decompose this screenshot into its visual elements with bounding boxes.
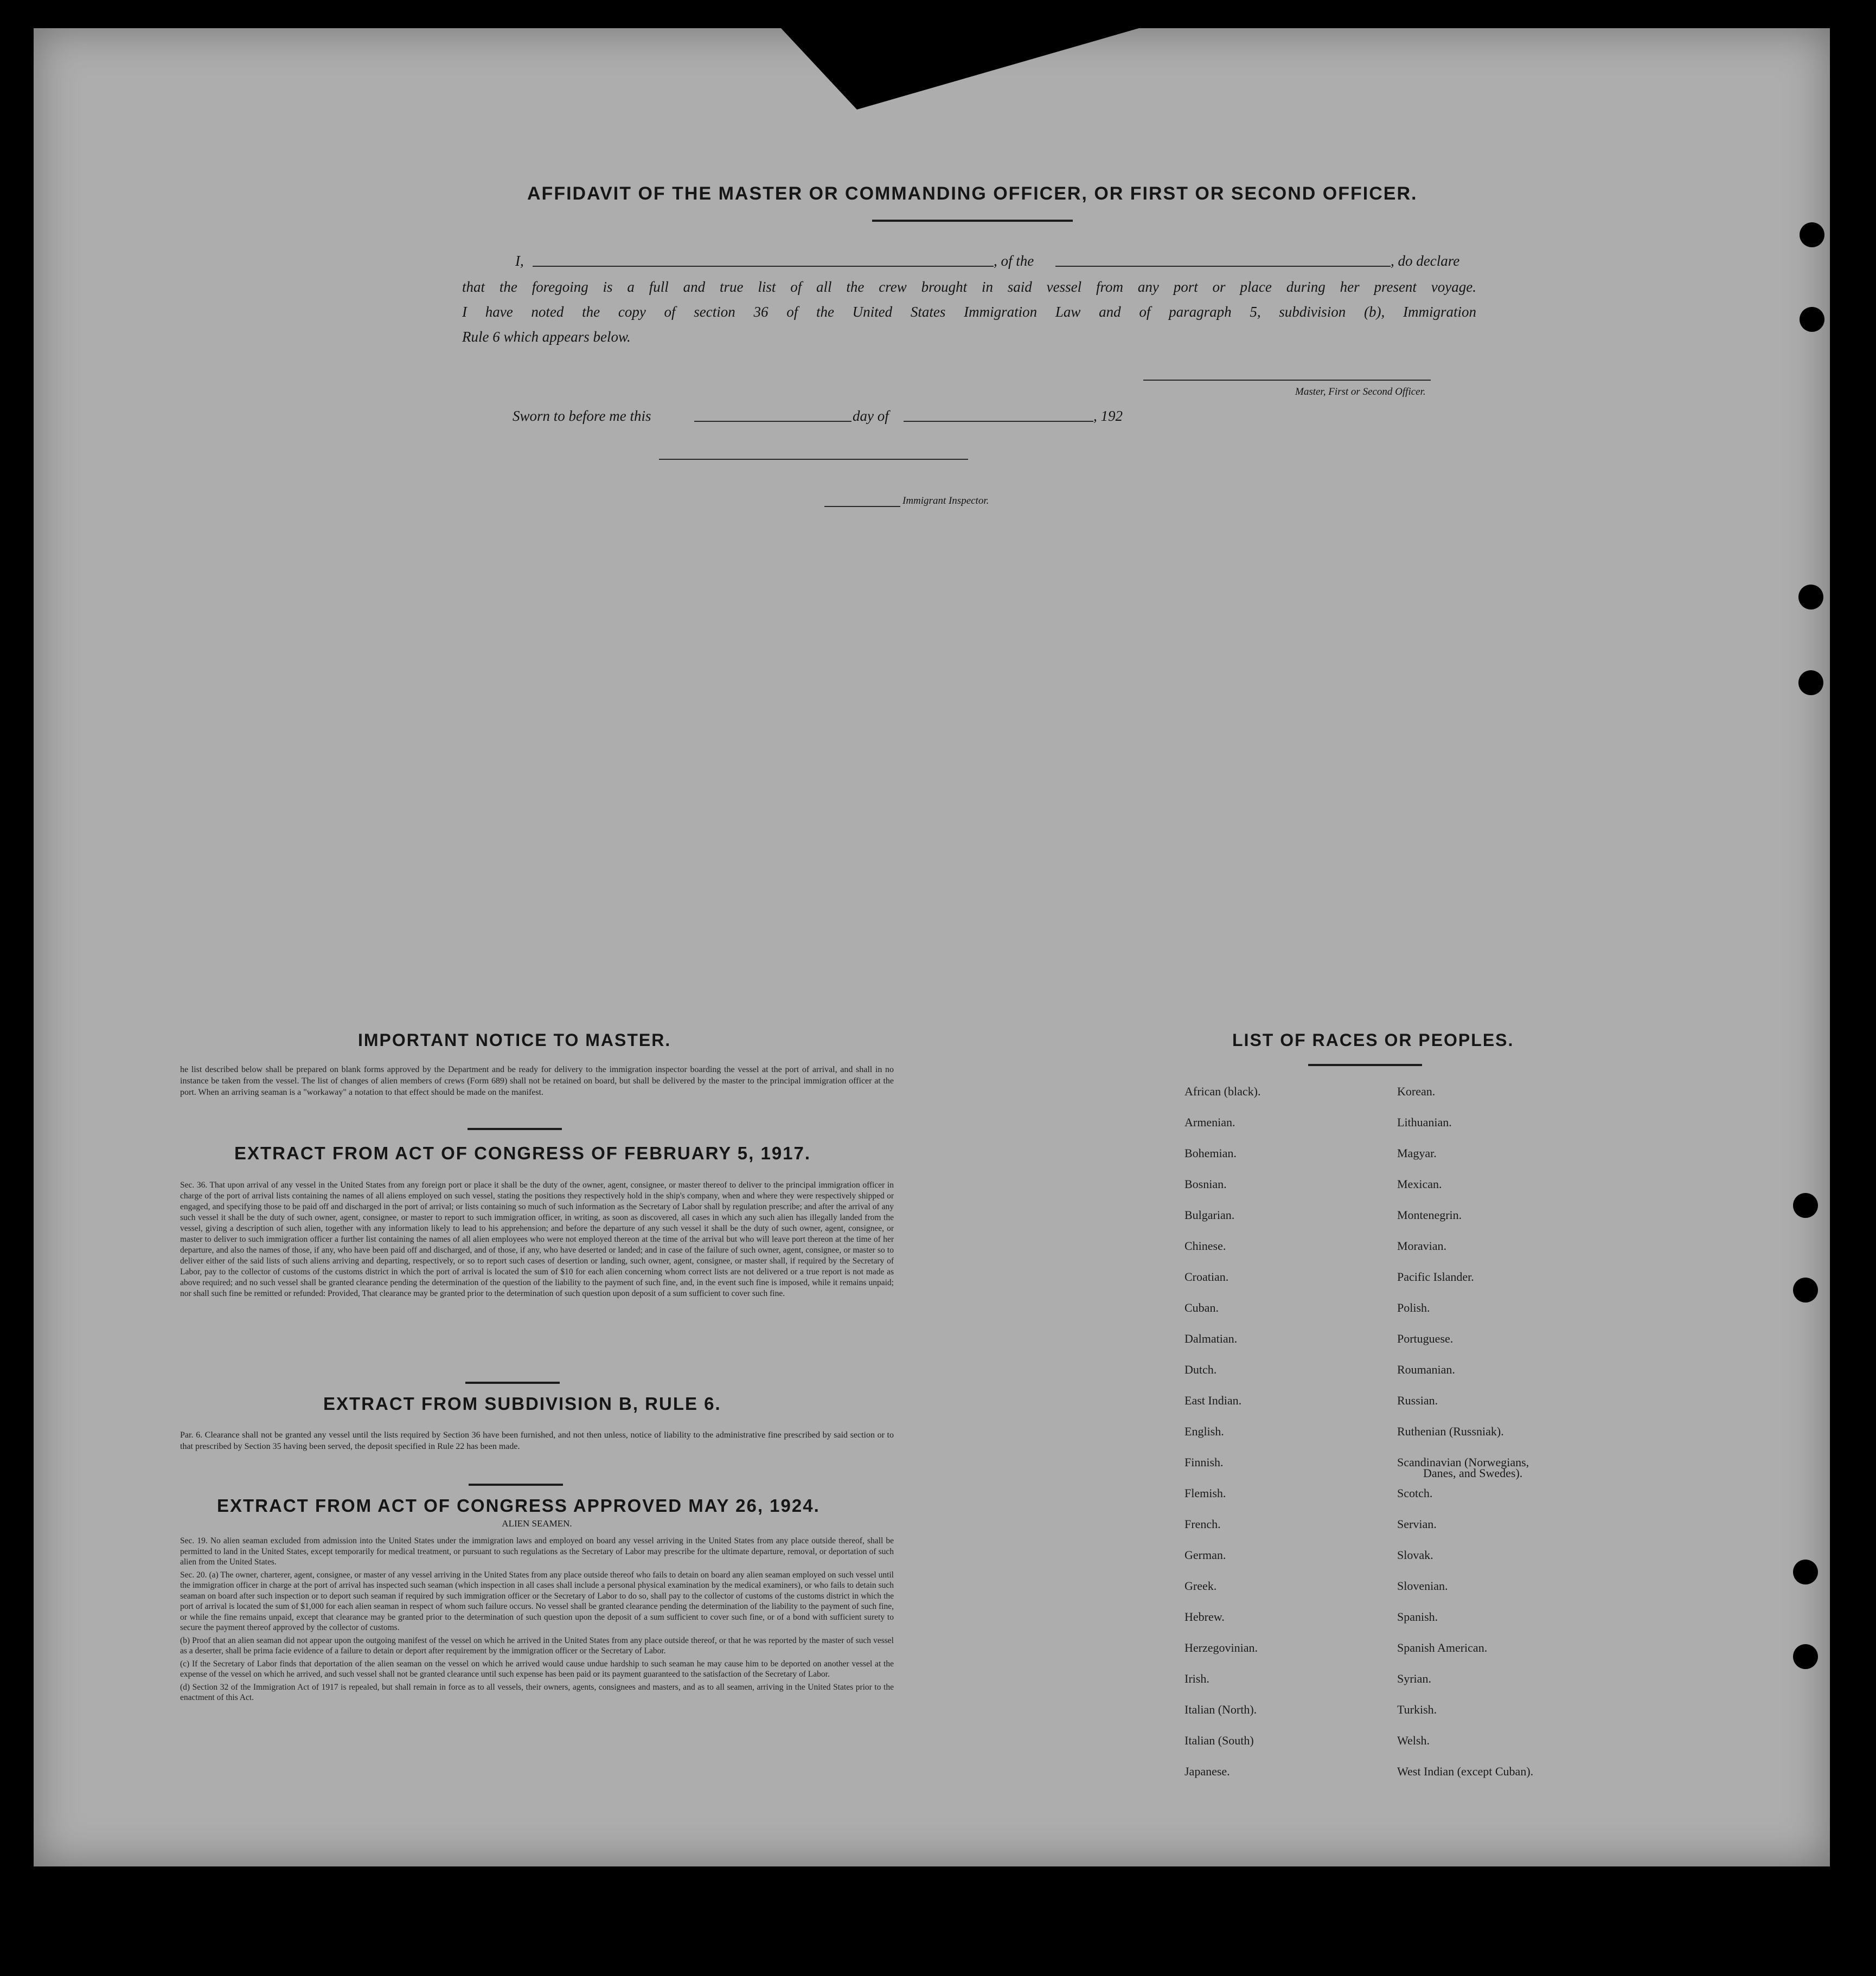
affidavit-title: AFFIDAVIT OF THE MASTER OR COMMANDING OFFICER, OR FIRST OR SECOND OFFICER.: [527, 183, 1418, 204]
extract-1924-subtitle: ALIEN SEAMEN.: [502, 1518, 572, 1529]
race-label: Hebrew.: [1184, 1610, 1225, 1624]
day-of-label: day of: [853, 408, 889, 424]
race-label: Mexican.: [1397, 1177, 1442, 1191]
race-label: Greek.: [1184, 1579, 1217, 1593]
race-label: Roumanian.: [1397, 1363, 1455, 1376]
race-label: Montenegrin.: [1397, 1208, 1462, 1222]
race-item: [1184, 1423, 1412, 1454]
race-label: Turkish.: [1397, 1703, 1437, 1716]
binder-hole: [1800, 307, 1824, 332]
affidavit-line-3: I have noted the copy of section 36 of the United States Immigration Law and of paragraph 5, subdivision (b), Immigration: [462, 304, 1476, 320]
binder-hole: [1793, 1193, 1818, 1218]
race-item: [1184, 1671, 1412, 1702]
race-label: African (black).: [1184, 1085, 1261, 1098]
race-label: Russian.: [1397, 1394, 1438, 1407]
race-label: Armenian.: [1184, 1115, 1235, 1129]
master-caption: Master, First or Second Officer.: [1295, 386, 1426, 397]
race-label: West Indian (except Cuban).: [1397, 1765, 1534, 1778]
race-label: Welsh.: [1397, 1734, 1430, 1747]
race-item: [1184, 1083, 1412, 1114]
sec-20b: (b) Proof that an alien seaman did not appear upon the outgoing manifest of the vessel on which he arrived in the United States from any place outside thereof, or that he was reported by the master of such vessel as a deserter, shall be prima facie evidence of a failure to detain or deport after requirement by the immigration officer or the Secretary of Labor.: [180, 1635, 894, 1656]
race-label: Dalmatian.: [1184, 1332, 1238, 1345]
race-label: French.: [1184, 1517, 1221, 1531]
race-label: Korean.: [1397, 1085, 1436, 1098]
affidavit-do-declare: , do declare: [1391, 253, 1460, 269]
race-label: Ruthenian (Russniak).: [1397, 1425, 1504, 1438]
binder-hole: [1793, 1278, 1818, 1303]
race-item: [1397, 1238, 1701, 1269]
race-item: [1397, 1454, 1701, 1485]
race-label: Polish.: [1397, 1301, 1430, 1314]
race-item: [1397, 1671, 1701, 1702]
rule6-rule: [469, 1484, 563, 1486]
sec-20d: (d) Section 32 of the Immigration Act of 1917 is repealed, but shall remain in force as to all vessels, their owners, agents, consignees and masters, and as to all seamen, arriving in the United States prior to the enactment of this Act.: [180, 1682, 894, 1702]
extract-1917-body: Sec. 36. That upon arrival of any vessel in the United States from any foreign port or place it shall be the duty of the owner, agent, consignee, or master thereof to deliver to the principal immigration officer in charge of the port of arrival lists containing the names of all aliens employed on such vessel, stating the positions they respectively hold in the ship's company, when and where they were respectively shipped or engaged, and specifying those to be paid off and discharged in the port of arrival; or lists containing so much of such information as the Secretary of Labor shall by regulation prescribe; and after the arrival of any such vessel it shall be the duty of such owner, agent, consignee, or master to report to such immigration officer, in writing, as soon as discovered, all cases in which any such alien has illegally landed from the vessel, giving a description of such alien, together with any information likely to lead to his apprehension; and before the departure of any such vessel it shall be the duty of such owner, agent, consignee, or master to deliver to such immigration officer a further list containing the names of all alien employees who were not employed thereon at the time of the arrival but who will leave port thereon at the time of her departure, and also the names of those, if any, who have been paid off and discharged, and of those, if any, who have deserted or landed; and in case of the failure of such owner, agent, consignee, or master so to deliver either of the said lists of such aliens arriving and departing, respectively, or so to report such cases of desertion or landing, such owner, agent, consignee, or master shall, if required by the Secretary of Labor, pay to the collector of customs of the customs district in which the port of arrival is located the sum of $10 for each alien concerning whom correct lists are not delivered or a true report is not made as above required; and no such vessel shall be granted clearance pending the determination of the question of the liability to the payment of such fine, and, in the event such fine is imposed, while it remains unpaid; nor shall such fine be remitted or refunded: Provided, That clearance may be granted prior to the determination of such question upon deposit of a sum sufficient to cover such fine.: [180, 1181, 894, 1298]
affidavit-line-4: Rule 6 which appears below.: [462, 329, 631, 345]
affidavit-line-2: that the foregoing is a full and true list of all the crew brought in said vessel from any port or place during her present voyage.: [462, 279, 1476, 295]
race-item: [1184, 1238, 1412, 1269]
race-item: [1184, 1763, 1412, 1794]
binder-hole: [1798, 670, 1823, 695]
race-label: Syrian.: [1397, 1672, 1431, 1685]
race-item: [1184, 1393, 1412, 1423]
race-item: [1184, 1145, 1412, 1176]
race-item: [1397, 1145, 1701, 1176]
extract-1917-rule: [465, 1382, 560, 1384]
race-label: Magyar.: [1397, 1146, 1437, 1160]
affidavit-of-the: , of the: [994, 253, 1034, 269]
sworn-label: Sworn to before me this: [513, 408, 651, 424]
sec-20c: (c) If the Secretary of Labor finds that deportation of the alien seaman on the vessel on which he arrived would cause undue hardship to such seaman he may cause him to be deported on another vessel at the expense of the vessel on which he arrived, and such vessel shall not be granted clearance until such expense has been paid or its payment guaranteed to the satisfaction of the Secretary of Labor.: [180, 1659, 894, 1679]
races-title: LIST OF RACES OR PEOPLES.: [1232, 1030, 1514, 1050]
race-item: [1397, 1485, 1701, 1516]
race-item: [1397, 1331, 1701, 1362]
race-item: [1397, 1702, 1701, 1733]
vessel-line: [1055, 266, 1391, 267]
race-label: German.: [1184, 1548, 1226, 1562]
inspector-caption: Immigrant Inspector.: [902, 495, 989, 506]
race-label: Scotch.: [1397, 1486, 1433, 1500]
race-label: Scandinavian (Norwegians,: [1397, 1455, 1529, 1469]
race-label: Herzegovinian.: [1184, 1641, 1258, 1654]
race-item: [1397, 1393, 1701, 1423]
extract-1917-title: EXTRACT FROM ACT OF CONGRESS OF FEBRUARY 5, 1917.: [234, 1143, 811, 1163]
race-item: [1397, 1578, 1701, 1609]
race-label: Cuban.: [1184, 1301, 1219, 1314]
rule6-body: Par. 6. Clearance shall not be granted any vessel until the lists required by Section 36 have been furnished, and not then unless, notice of liability to the administrative fine prescribed by said section or to that prescribed by Section 35 having been served, the deposit specified in Rule 22 has been made.: [180, 1430, 894, 1451]
races-right-column: [1397, 1083, 1701, 1794]
race-label: Croatian.: [1184, 1270, 1229, 1284]
race-item: [1397, 1609, 1701, 1640]
race-label: Slovak.: [1397, 1548, 1433, 1562]
race-label: Pacific Islander.: [1397, 1270, 1474, 1284]
race-item: [1397, 1114, 1701, 1145]
race-label: Spanish American.: [1397, 1641, 1488, 1654]
race-label: Portuguese.: [1397, 1332, 1454, 1345]
race-item: [1184, 1516, 1412, 1547]
race-item: [1397, 1362, 1701, 1393]
race-label: Chinese.: [1184, 1239, 1226, 1253]
race-label: Bulgarian.: [1184, 1208, 1235, 1222]
race-item: [1184, 1362, 1412, 1393]
inspector-line: [659, 459, 968, 460]
sworn-day-line: [694, 421, 851, 422]
races-left-column: [1184, 1083, 1412, 1794]
race-item: [1184, 1176, 1412, 1207]
race-item: [1184, 1300, 1412, 1331]
race-item: [1184, 1269, 1412, 1300]
race-item: [1397, 1423, 1701, 1454]
race-item: [1184, 1609, 1412, 1640]
signature-line: [1143, 380, 1431, 381]
race-item: [1397, 1516, 1701, 1547]
binder-hole: [1793, 1560, 1818, 1584]
notice-title: IMPORTANT NOTICE TO MASTER.: [358, 1030, 671, 1050]
race-item: [1184, 1485, 1412, 1516]
race-label: Dutch.: [1184, 1363, 1217, 1376]
race-item: [1184, 1733, 1412, 1763]
year-label: , 192: [1093, 408, 1123, 424]
binder-hole: [1798, 585, 1823, 610]
race-item: [1184, 1547, 1412, 1578]
race-label: Bosnian.: [1184, 1177, 1227, 1191]
race-item: [1184, 1331, 1412, 1362]
race-label: Slovenian.: [1397, 1579, 1448, 1593]
rule6-title: EXTRACT FROM SUBDIVISION B, RULE 6.: [323, 1394, 721, 1414]
race-label: Finnish.: [1184, 1455, 1224, 1469]
race-label: East Indian.: [1184, 1394, 1242, 1407]
race-item: [1397, 1763, 1701, 1794]
race-item: [1397, 1207, 1701, 1238]
race-label: Italian (North).: [1184, 1703, 1257, 1716]
race-item: [1397, 1300, 1701, 1331]
notice-rule: [468, 1128, 562, 1130]
affidavit-i-label: I,: [515, 253, 524, 269]
race-item: [1184, 1640, 1412, 1671]
race-label: Lithuanian.: [1397, 1115, 1452, 1129]
torn-corner: [781, 28, 1139, 110]
race-label: Irish.: [1184, 1672, 1209, 1685]
race-label: Bohemian.: [1184, 1146, 1237, 1160]
race-item: [1397, 1269, 1701, 1300]
notice-body: he list described below shall be prepared on blank forms approved by the Department and be ready for delivery to the immigration inspector boarding the vessel at the port of arrival, and shall in no instance be taken from the vessel. The list of changes of alien members of crews (Form 689) shall not be retained on board, but shall be delivered by the master to the principal immigration officer at the port. When an arriving seaman is a "workaway" a notation to that effect should be made on the manifest.: [180, 1065, 894, 1097]
races-rule: [1308, 1064, 1422, 1066]
sec-20a: Sec. 20. (a) The owner, charterer, agent, consignee, or master of any vessel arriving in the United States from any place outside thereof who fails to detain on board any alien seaman employed on such vessel until the immigration officer in charge at the port of arrival has inspected such seaman (which inspection in all cases shall include a personal physical examination by the medical examiners), or who fails to detain such seaman on board after such inspection or to deport such seaman if required by such immigration officer or the Secretary of Labor to do so, shall pay to the collector of customs of the customs district in which the port of arrival is located the sum of $1,000 for each alien seaman in respect of whom such failure occurs. No vessel shall be granted clearance pending the determination of the liability to the payment of such fine, or while the fine remains unpaid, except that clearance may be granted prior to the determination of such question upon the deposit of a sum sufficient to cover such fine, or of a bond with sufficient surety to secure the payment thereof approved by the collector of customs.: [180, 1570, 894, 1632]
race-item: [1397, 1640, 1701, 1671]
race-item: [1184, 1207, 1412, 1238]
race-item: [1397, 1176, 1701, 1207]
race-item: [1184, 1454, 1412, 1485]
title-rule: [872, 220, 1073, 222]
race-label-continuation: Danes, and Swedes).: [1423, 1466, 1523, 1480]
race-item: [1397, 1733, 1701, 1763]
name-line: [533, 266, 994, 267]
extract-1924-body: [180, 1536, 894, 1703]
race-item: [1184, 1578, 1412, 1609]
extract-1924-title: EXTRACT FROM ACT OF CONGRESS APPROVED MAY 26, 1924.: [217, 1496, 820, 1516]
race-item: [1184, 1702, 1412, 1733]
race-label: Spanish.: [1397, 1610, 1438, 1624]
binder-hole: [1800, 222, 1824, 247]
race-item: [1397, 1547, 1701, 1578]
race-label: English.: [1184, 1425, 1224, 1438]
race-label: Moravian.: [1397, 1239, 1447, 1253]
race-label: Servian.: [1397, 1517, 1437, 1531]
race-label: Japanese.: [1184, 1765, 1230, 1778]
race-label: Flemish.: [1184, 1486, 1226, 1500]
race-label: Italian (South): [1184, 1734, 1254, 1747]
race-item: [1184, 1114, 1412, 1145]
inspector-short-line: [824, 506, 900, 507]
sec-19: Sec. 19. No alien seaman excluded from admission into the United States under the immigration laws and employed on board any vessel arriving in the United States from any place outside thereof, shall be permitted to land in the United States, except temporarily for medical treatment, or pursuant to such regulations as the Secretary of Labor may prescribe for the ultimate departure, removal, or deportation of such alien from the United States.: [180, 1536, 894, 1567]
month-line: [904, 421, 1093, 422]
race-item: [1397, 1083, 1701, 1114]
binder-hole: [1793, 1644, 1818, 1669]
